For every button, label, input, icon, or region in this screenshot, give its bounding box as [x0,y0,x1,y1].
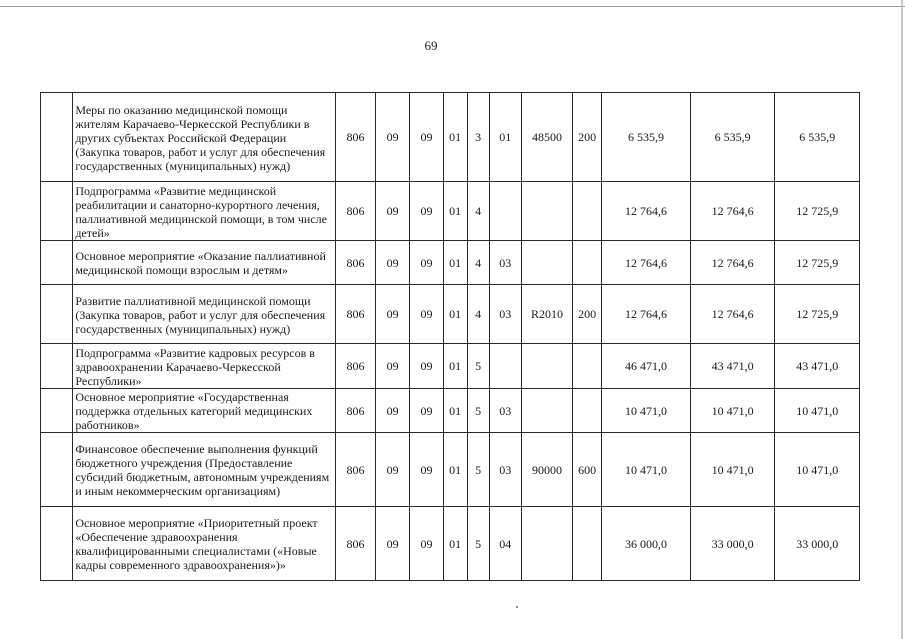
section-cell: 09 [375,433,409,507]
blank-cell [41,241,73,285]
item-name-cell: Подпрограмма «Развитие кадровых ресурсов в здравоохранении Карачаево-Черкесской Республики» [73,344,336,389]
table-row [41,507,860,581]
subsection-cell: 09 [410,182,443,241]
amount-year3-cell: 33 000,0 [775,507,860,581]
section-cell: 09 [375,344,409,389]
section-cell: 09 [375,93,409,182]
subprogram-cell: 5 [467,433,489,507]
section-cell: 09 [375,182,409,241]
amount-year2-cell: 33 000,0 [690,507,775,581]
budget-table [40,92,860,581]
section-cell: 09 [375,389,409,433]
amount-year3-cell: 12 725,9 [775,285,860,344]
subsection-cell: 09 [410,389,443,433]
subprogram-cell: 5 [467,344,489,389]
scan-top-rule [0,6,905,7]
amount-year1-cell: 10 471,0 [602,389,691,433]
table-row [41,182,860,241]
ministry-cell: 806 [336,344,376,389]
subprogram-cell: 5 [467,389,489,433]
ministry-cell: 806 [336,241,376,285]
amount-year3-cell: 10 471,0 [775,389,860,433]
amount-year2-cell: 10 471,0 [690,389,775,433]
expense-type-cell: 600 [573,433,602,507]
table-row [41,285,860,344]
amount-year2-cell: 12 764,6 [690,241,775,285]
program-cell: 01 [443,507,467,581]
blank-cell [41,389,73,433]
program-cell: 01 [443,241,467,285]
amount-year2-cell: 12 764,6 [690,182,775,241]
section-cell: 09 [375,241,409,285]
blank-cell [41,182,73,241]
program-cell: 01 [443,433,467,507]
event-cell: 03 [489,285,521,344]
subsection-cell: 09 [410,433,443,507]
expense-type-cell [573,507,602,581]
ministry-cell: 806 [336,389,376,433]
table-row [41,433,860,507]
subsection-cell: 09 [410,285,443,344]
direction-cell [521,241,572,285]
expense-type-cell [573,344,602,389]
budget-table-body [41,93,860,581]
direction-cell: 90000 [521,433,572,507]
ministry-cell: 806 [336,93,376,182]
section-cell: 09 [375,507,409,581]
subsection-cell: 09 [410,507,443,581]
section-cell: 09 [375,285,409,344]
ministry-cell: 806 [336,285,376,344]
blank-cell [41,507,73,581]
event-cell: 03 [489,433,521,507]
event-cell: 03 [489,241,521,285]
amount-year1-cell: 6 535,9 [602,93,691,182]
item-name-cell: Подпрограмма «Развитие медицинской реабилитации и санаторно-курортного лечения, паллиативной медицинской помощи, в том числе детей» [73,182,336,241]
subprogram-cell: 4 [467,182,489,241]
amount-year1-cell: 36 000,0 [602,507,691,581]
amount-year2-cell: 6 535,9 [690,93,775,182]
event-cell [489,182,521,241]
page-number: 69 [424,38,438,53]
amount-year2-cell: 10 471,0 [690,433,775,507]
expense-type-cell [573,182,602,241]
subsection-cell: 09 [410,241,443,285]
expense-type-cell: 200 [573,285,602,344]
blank-cell [41,433,73,507]
blank-cell [41,344,73,389]
item-name-cell: Финансовое обеспечение выполнения функций бюджетного учреждения (Предоставление субсидий бюджетным, автономным учреждениям и иным некоммерческим организациям) [73,433,336,507]
table-row [41,389,860,433]
subprogram-cell: 4 [467,285,489,344]
ministry-cell: 806 [336,433,376,507]
subprogram-cell: 5 [467,507,489,581]
program-cell: 01 [443,344,467,389]
direction-cell [521,344,572,389]
table-row [41,241,860,285]
blank-cell [41,285,73,344]
event-cell: 03 [489,389,521,433]
ministry-cell: 806 [336,507,376,581]
subsection-cell: 09 [410,344,443,389]
ministry-cell: 806 [336,182,376,241]
subprogram-cell: 4 [467,241,489,285]
program-cell: 01 [443,182,467,241]
table-row [41,93,860,182]
amount-year2-cell: 43 471,0 [690,344,775,389]
scan-speck [516,606,518,608]
item-name-cell: Меры по оказанию медицинской помощи жителям Карачаево-Черкесской Республики в других субъектах Российской Федерации (Закупка товаров, работ и услуг для обеспечения государственных (муниципальных) нужд) [73,93,336,182]
expense-type-cell [573,389,602,433]
subsection-cell: 09 [410,93,443,182]
amount-year2-cell: 12 764,6 [690,285,775,344]
event-cell: 01 [489,93,521,182]
amount-year3-cell: 12 725,9 [775,182,860,241]
direction-cell: 48500 [521,93,572,182]
item-name-cell: Развитие паллиативной медицинской помощи (Закупка товаров, работ и услуг для обеспечения государственных (муниципальных) нужд) [73,285,336,344]
amount-year3-cell: 6 535,9 [775,93,860,182]
amount-year3-cell: 43 471,0 [775,344,860,389]
item-name-cell: Основное мероприятие «Приоритетный проект «Обеспечение здравоохранения квалифицированными специалистами («Новые кадры современного здравоохранения»)» [73,507,336,581]
direction-cell [521,507,572,581]
program-cell: 01 [443,93,467,182]
amount-year1-cell: 12 764,6 [602,285,691,344]
expense-type-cell [573,241,602,285]
subprogram-cell: 3 [467,93,489,182]
amount-year1-cell: 46 471,0 [602,344,691,389]
amount-year1-cell: 12 764,6 [602,241,691,285]
amount-year1-cell: 12 764,6 [602,182,691,241]
program-cell: 01 [443,389,467,433]
amount-year1-cell: 10 471,0 [602,433,691,507]
blank-cell [41,93,73,182]
event-cell [489,344,521,389]
direction-cell [521,182,572,241]
expense-type-cell: 200 [573,93,602,182]
item-name-cell: Основное мероприятие «Оказание паллиативной медицинской помощи взрослым и детям» [73,241,336,285]
amount-year3-cell: 12 725,9 [775,241,860,285]
table-row [41,344,860,389]
item-name-cell: Основное мероприятие «Государственная поддержка отдельных категорий медицинских работников» [73,389,336,433]
amount-year3-cell: 10 471,0 [775,433,860,507]
program-cell: 01 [443,285,467,344]
event-cell: 04 [489,507,521,581]
direction-cell [521,389,572,433]
direction-cell: R2010 [521,285,572,344]
scan-right-edge [901,0,903,639]
